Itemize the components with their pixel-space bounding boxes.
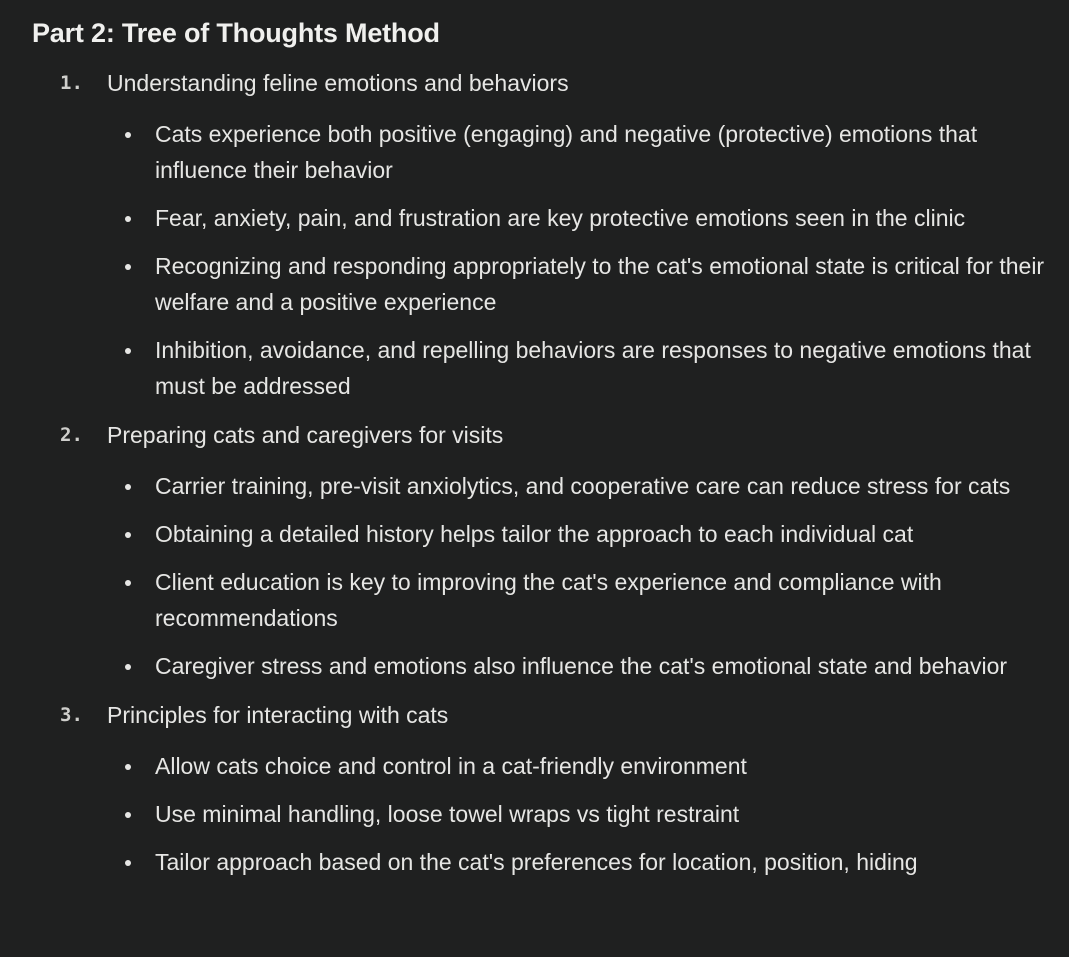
bullet-text: Obtaining a detailed history helps tailor the approach to each individual cat (155, 521, 914, 547)
bullet-item (32, 332, 1045, 404)
bullet-icon (125, 580, 131, 586)
bullet-item (32, 564, 1045, 636)
section-title: Understanding feline emotions and behaviors (107, 70, 569, 96)
bullet-item (32, 116, 1045, 188)
bullet-item (32, 468, 1045, 504)
list-item-section-1 (32, 64, 1062, 404)
bullet-text: Allow cats choice and control in a cat-friendly environment (155, 753, 747, 779)
section-title: Principles for interacting with cats (107, 702, 449, 728)
bullet-icon (125, 132, 131, 138)
bullet-text: Recognizing and responding appropriately to the cat's emotional state is critical for their welfare and a positive experience (155, 253, 1045, 315)
bullet-text: Inhibition, avoidance, and repelling behaviors are responses to negative emotions that must be addressed (155, 337, 1031, 399)
bullet-icon (125, 764, 131, 770)
list-item-section-2 (32, 416, 1062, 684)
bullet-item (32, 248, 1045, 320)
bullet-text: Client education is key to improving the cat's experience and compliance with recommendations (155, 569, 942, 631)
bullet-icon (125, 812, 131, 818)
bullet-item (32, 200, 1069, 236)
list-number: 1. (60, 72, 83, 94)
bullet-item (32, 648, 1045, 684)
bullet-list (32, 748, 1062, 880)
section-title-row (32, 64, 1062, 102)
section-title-row (32, 696, 1062, 734)
section-heading: Part 2: Tree of Thoughts Method (32, 18, 440, 48)
bullet-icon (125, 264, 131, 270)
bullet-text: Tailor approach based on the cat's preferences for location, position, hiding (155, 849, 918, 875)
bullet-icon (125, 348, 131, 354)
section-title: Preparing cats and caregivers for visits (107, 422, 504, 448)
bullet-icon (125, 532, 131, 538)
bullet-text: Caregiver stress and emotions also influence the cat's emotional state and behavior (155, 653, 1008, 679)
bullet-list (32, 468, 1062, 684)
bullet-item (32, 796, 1045, 832)
bullet-icon (125, 216, 131, 222)
bullet-text: Use minimal handling, loose towel wraps vs tight restraint (155, 801, 740, 827)
list-item-section-3 (32, 696, 1062, 880)
bullet-icon (125, 860, 131, 866)
response-content (32, 14, 1062, 892)
list-number: 2. (60, 424, 83, 446)
section-title-row (32, 416, 1062, 454)
bullet-item (32, 748, 1045, 784)
bullet-item (32, 844, 1045, 880)
list-number: 3. (60, 704, 83, 726)
bullet-text: Fear, anxiety, pain, and frustration are key protective emotions seen in the clinic (155, 205, 966, 231)
bullet-item (32, 516, 1045, 552)
bullet-text: Cats experience both positive (engaging) and negative (protective) emotions that influence their behavior (155, 121, 978, 183)
bullet-icon (125, 664, 131, 670)
bullet-text: Carrier training, pre-visit anxiolytics, and cooperative care can reduce stress for cats (155, 473, 1011, 499)
bullet-list (32, 116, 1062, 404)
bullet-icon (125, 484, 131, 490)
